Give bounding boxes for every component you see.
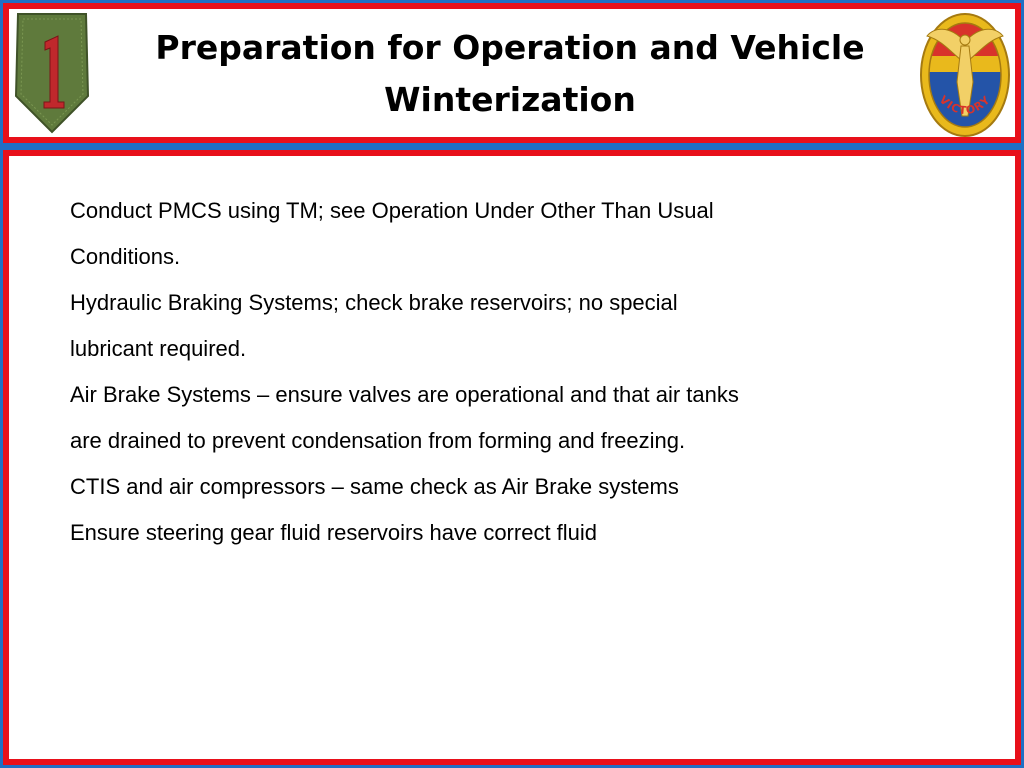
content-line: Conduct PMCS using TM; see Operation Under Other Than Usual: [70, 198, 714, 223]
division-insignia-victory-icon: [919, 12, 1011, 138]
insignia-text: VICTORY: [936, 93, 994, 118]
content-line: Ensure steering gear fluid reservoirs have correct fluid: [70, 520, 598, 545]
content-line: CTIS and air compressors – same check as Air Brake systems: [70, 474, 679, 499]
content-line: Air Brake Systems – ensure valves are operational and that air tanks: [70, 382, 739, 407]
title-line-1: Preparation for Operation and Vehicle: [155, 28, 865, 67]
first-infantry-division-patch-icon: [14, 12, 90, 134]
title-line-2: Winterization: [384, 80, 636, 119]
content-line: Hydraulic Braking Systems; check brake reservoirs; no special: [70, 290, 678, 315]
slide-content: [70, 188, 890, 556]
page-title: [110, 22, 910, 126]
content-line: lubricant required.: [70, 336, 247, 361]
content-line: are drained to prevent condensation from forming and freezing.: [70, 428, 686, 453]
content-line: Conditions.: [70, 244, 181, 269]
